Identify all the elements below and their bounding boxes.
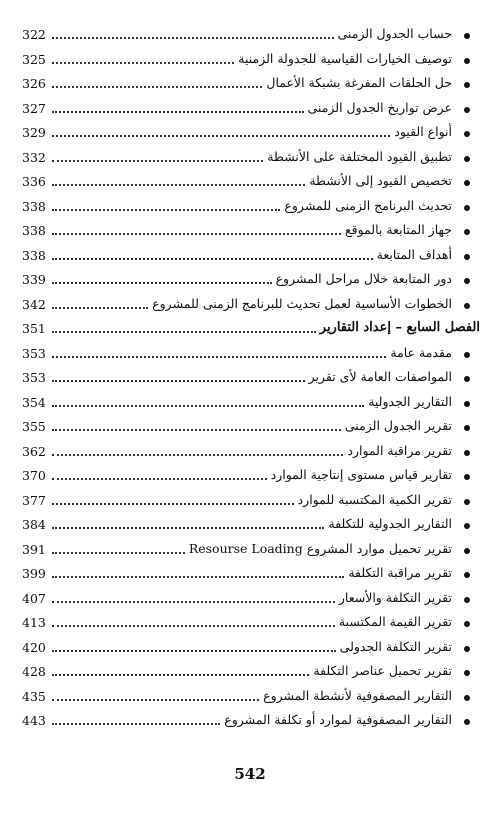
bullet-icon	[464, 670, 470, 676]
toc-page-number: 354	[22, 394, 46, 410]
leader-dots	[52, 282, 272, 284]
toc-page-number: 351	[22, 321, 46, 336]
bullet-icon	[464, 719, 470, 725]
toc-title: تقرير التكلفة والأسعار	[338, 589, 452, 605]
leader-dots	[52, 625, 335, 627]
toc-title: تقرير الكمية المكتسبة للموارد	[297, 491, 452, 507]
leader-dots	[52, 160, 263, 162]
bullet-icon	[464, 597, 470, 603]
leader-dots	[52, 331, 316, 333]
bullet-icon	[464, 425, 470, 431]
bullet-icon	[464, 278, 470, 284]
leader-dots	[52, 307, 148, 309]
toc-chapter-heading	[22, 318, 480, 343]
leader-dots	[52, 258, 373, 260]
toc-title: حساب الجدول الزمنى	[337, 26, 452, 41]
toc-entry	[22, 392, 472, 417]
table-of-contents	[22, 24, 480, 735]
toc-page-number: 336	[22, 174, 46, 189]
toc-entry	[22, 416, 472, 441]
toc-page-number: 329	[22, 125, 46, 140]
toc-title: تقرير تحميل عناصر التكلفة	[313, 663, 452, 678]
leader-dots	[52, 209, 280, 211]
toc-title: تطبيق القيود المختلفة على الأنشطة	[267, 148, 452, 164]
bullet-icon	[464, 450, 470, 456]
toc-title: التقارير الجدولية	[368, 393, 452, 409]
leader-dots	[52, 233, 341, 235]
chapter-title: الفصل السابع – إعداد التقارير	[319, 320, 480, 335]
toc-page-number: 384	[22, 517, 46, 532]
bullet-icon	[464, 548, 470, 554]
toc-entry	[22, 122, 472, 147]
toc-entry	[22, 73, 472, 98]
toc-title: تقرير الجدول الزمنى	[344, 418, 452, 433]
toc-entry	[22, 367, 472, 392]
leader-dots	[52, 184, 305, 186]
bullet-icon	[464, 303, 470, 309]
toc-page-number: 370	[22, 468, 46, 483]
toc-title: التقارير المصفوفية لموارد أو تكلفة المشروع	[224, 712, 452, 727]
bullet-icon	[464, 82, 470, 88]
bullet-icon	[464, 254, 470, 260]
leader-dots	[52, 650, 336, 652]
toc-page-number: 322	[22, 27, 46, 42]
toc-entry	[22, 220, 472, 245]
bullet-icon	[464, 695, 470, 701]
bullet-icon	[464, 156, 470, 162]
bullet-icon	[464, 33, 470, 39]
toc-entry	[22, 147, 472, 172]
toc-page-number: 353	[22, 370, 46, 385]
toc-entry	[22, 539, 472, 564]
toc-entry	[22, 686, 472, 711]
toc-title: توصيف الخيارات القياسية للجدولة الزمنية	[238, 50, 452, 66]
toc-title: تخصيص القيود إلى الأنشطة	[309, 173, 452, 188]
toc-entry	[22, 196, 472, 221]
toc-entry	[22, 490, 472, 515]
bullet-icon	[464, 401, 470, 407]
toc-title: تقرير تحميل موارد المشروع Resourse Loading	[188, 540, 452, 556]
toc-entry	[22, 563, 472, 588]
toc-page-number: 338	[22, 247, 46, 263]
bullet-icon	[464, 376, 470, 382]
bullet-icon	[464, 180, 470, 186]
toc-page-number: 428	[22, 664, 46, 679]
leader-dots	[52, 356, 386, 358]
toc-entry	[22, 710, 472, 735]
toc-entry	[22, 637, 472, 662]
bullet-icon	[464, 474, 470, 480]
page-number: 542	[234, 765, 266, 783]
toc-page-number: 339	[22, 272, 46, 287]
bullet-icon	[464, 107, 470, 113]
bullet-icon	[464, 523, 470, 529]
toc-title: دور المتابعة خلال مراحل المشروع	[275, 271, 452, 286]
toc-entry	[22, 343, 472, 368]
toc-title: تقرير التكلفة الجدولى	[339, 638, 452, 654]
bullet-icon	[464, 205, 470, 211]
leader-dots	[52, 86, 262, 88]
toc-page-number: 353	[22, 345, 46, 361]
toc-page-number: 377	[22, 492, 46, 508]
leader-dots	[52, 478, 267, 480]
bullet-icon	[464, 352, 470, 358]
leader-dots	[52, 601, 335, 603]
toc-page-number: 391	[22, 541, 46, 557]
leader-dots	[52, 111, 304, 113]
toc-page-number: 362	[22, 443, 46, 459]
leader-dots	[52, 527, 324, 529]
toc-entry	[22, 588, 472, 613]
toc-title: أهداف المتابعة	[376, 246, 452, 262]
toc-page-number: 413	[22, 615, 46, 630]
bullet-icon	[464, 229, 470, 235]
toc-title: تقرير مراقبة التكلفة	[348, 565, 452, 580]
toc-title: تقارير قياس مستوى إنتاجية الموارد	[270, 467, 452, 482]
leader-dots	[52, 503, 294, 505]
bullet-icon	[464, 499, 470, 505]
toc-title: جهاز المتابعة بالموقع	[345, 222, 452, 237]
toc-entry	[22, 441, 472, 466]
toc-page-number: 355	[22, 419, 46, 434]
toc-title: تقرير مراقبة الموارد	[347, 442, 452, 458]
toc-title: حل الحلقات المفرغة بشبكة الأعمال	[266, 75, 452, 90]
bullet-icon	[464, 58, 470, 64]
toc-page-number: 420	[22, 639, 46, 655]
leader-dots	[52, 699, 259, 701]
toc-page-number: 338	[22, 198, 46, 214]
toc-page-number: 342	[22, 296, 46, 312]
toc-entry	[22, 269, 472, 294]
leader-dots	[52, 37, 334, 39]
toc-entry	[22, 24, 472, 49]
toc-page-number: 443	[22, 713, 46, 728]
bullet-icon	[464, 572, 470, 578]
leader-dots	[52, 576, 344, 578]
leader-dots	[52, 454, 343, 456]
toc-entry	[22, 245, 472, 270]
toc-page-number: 327	[22, 100, 46, 116]
leader-dots	[52, 380, 305, 382]
leader-dots	[52, 674, 309, 676]
bullet-icon	[464, 621, 470, 627]
toc-page-number: 399	[22, 566, 46, 581]
toc-entry	[22, 294, 472, 319]
toc-page-number: 326	[22, 76, 46, 91]
toc-entry	[22, 98, 472, 123]
toc-page-number: 332	[22, 149, 46, 165]
bullet-icon	[464, 646, 470, 652]
toc-title: أنواع القيود	[394, 124, 452, 139]
bullet-icon	[464, 131, 470, 137]
leader-dots	[52, 135, 390, 137]
leader-dots	[52, 405, 364, 407]
leader-dots	[52, 429, 341, 431]
toc-entry	[22, 514, 472, 539]
toc-title: التقارير المصفوفية لأنشطة المشروع	[263, 687, 452, 703]
toc-entry	[22, 612, 472, 637]
toc-title: المواصفات العامة لأى تقرير	[308, 369, 452, 384]
leader-dots	[52, 552, 185, 554]
toc-title: تقرير القيمة المكتسبة	[338, 614, 452, 629]
toc-title: الخطوات الأساسية لعمل تحديث للبرنامج الزمنى للمشروع	[152, 295, 452, 311]
toc-entry	[22, 49, 472, 74]
toc-page-number: 325	[22, 51, 46, 67]
toc-title: عرض تواريخ الجدول الزمنى	[307, 99, 452, 115]
toc-title: تحديث البرنامج الزمنى للمشروع	[284, 197, 452, 213]
toc-page-number: 407	[22, 590, 46, 606]
toc-entry	[22, 661, 472, 686]
toc-entry	[22, 465, 472, 490]
toc-title: التقارير الجدولية للتكلفة	[328, 516, 452, 531]
toc-page-number: 338	[22, 223, 46, 238]
toc-title: مقدمة عامة	[390, 344, 452, 360]
leader-dots	[52, 62, 234, 64]
toc-page-number: 435	[22, 688, 46, 704]
leader-dots	[52, 723, 220, 725]
toc-entry	[22, 171, 472, 196]
